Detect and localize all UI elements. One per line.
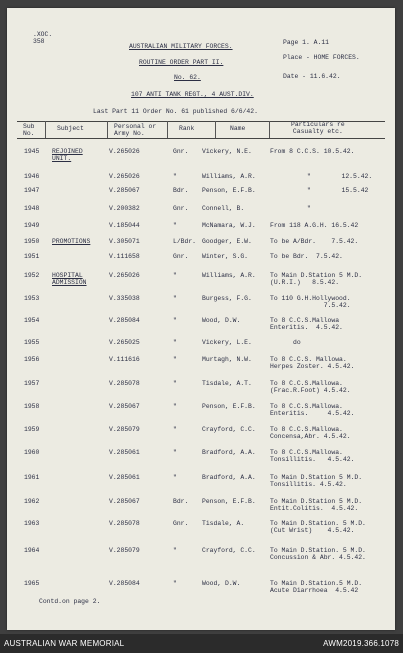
particulars-cell: To be Bdr. 7.5.42. <box>270 253 343 260</box>
rank-cell: " <box>173 222 177 229</box>
name-cell: McNamara, W.J. <box>202 222 256 229</box>
particulars-cell: From 118 A.G.H. 16.5.42 <box>270 222 359 229</box>
rank-cell: " <box>173 580 177 587</box>
particulars-cell: To be A/Bdr. 7.5.42. <box>270 238 359 245</box>
particulars-cell: To 8 C.C.S.Mallowa Enteritis. 4.5.42. <box>270 317 343 332</box>
date: Date - 11.6.42. <box>283 73 341 80</box>
army-no-cell: V.285078 <box>109 520 140 527</box>
sub-no-cell: 1956 <box>24 356 40 363</box>
file-number <box>33 32 52 46</box>
particulars-cell: To Main D.Station. 5 M.D. (Cut Wrist) 4.5.42. <box>270 520 366 535</box>
sub-no-cell: 1951 <box>24 253 40 260</box>
name-cell: Vickery, L.E. <box>202 339 252 346</box>
particulars-cell: do <box>270 339 301 346</box>
page-number: Page 1. A.11 <box>283 39 330 46</box>
sub-no-cell: 1963 <box>24 520 40 527</box>
rank-cell: Gnr. <box>173 148 189 155</box>
rank-cell: Bdr. <box>173 498 189 505</box>
rank-cell: " <box>173 295 177 302</box>
header-bottom-rule <box>17 138 385 139</box>
army-no-cell: V.285079 <box>109 547 140 554</box>
army-no-cell: V.265026 <box>109 148 140 155</box>
name-cell: Goodger, E.W. <box>202 238 252 245</box>
col-divider <box>107 121 108 138</box>
col-divider <box>215 121 216 138</box>
last-order-line: Last Part 11 Order No. 61 published 6/6/42. <box>93 108 258 115</box>
rank-cell: " <box>173 272 177 279</box>
sub-no-cell: 1957 <box>24 380 40 387</box>
table-row <box>7 148 395 172</box>
particulars-cell: To Main D.Station 5 M.D. Tonsillitis. 4.5.42. <box>270 474 363 489</box>
name-cell: Tisdale, A. <box>202 520 245 527</box>
table-row <box>7 498 395 522</box>
sub-no-cell: 1948 <box>24 205 40 212</box>
name-cell: Murtagh, N.W. <box>202 356 252 363</box>
table-row <box>7 449 395 473</box>
order-type: ROUTINE ORDER PART II. <box>139 59 224 66</box>
table-row <box>7 356 395 380</box>
table-row <box>7 520 395 544</box>
name-cell: Crayford, C.C. <box>202 547 256 554</box>
rank-cell: " <box>173 403 177 410</box>
particulars-cell: " 15.5.42 <box>307 187 369 194</box>
unit-heading: 107 ANTI TANK REGT., 4 AUST.DIV. <box>131 91 254 98</box>
army-no-cell: V.285061 <box>109 449 140 456</box>
sub-no-cell: 1950 <box>24 238 40 245</box>
particulars-cell: To 8 C.C.S. Mallowa. Herpes Zoster. 4.5.42. <box>270 356 355 371</box>
sub-no-cell: 1945 <box>24 148 40 155</box>
sub-no-cell: 1961 <box>24 474 40 481</box>
particulars-cell: To 8 C.C.S.Mallowa. (Frac.R.Foot) 4.5.42. <box>270 380 351 395</box>
particulars-cell: From 8 C.C.S. 10.5.42. <box>270 148 355 155</box>
name-cell: Williams, A.R. <box>202 272 256 279</box>
col-name: Name <box>230 125 246 132</box>
sub-no-cell: 1964 <box>24 547 40 554</box>
order-number: No. 62. <box>174 74 201 81</box>
footer-left: AUSTRALIAN WAR MEMORIAL <box>4 639 125 648</box>
rank-cell: " <box>173 474 177 481</box>
particulars-cell: To 110 G.H.Hollywood. 7.5.42. <box>270 295 351 310</box>
sub-no-cell: 1949 <box>24 222 40 229</box>
document-page <box>7 8 395 630</box>
sub-no-cell: 1960 <box>24 449 40 456</box>
table-row <box>7 426 395 450</box>
particulars-cell: To Main D.Station 5 M.D. (U.R.I.) 8.5.42. <box>270 272 363 287</box>
name-cell: Penson, E.F.B. <box>202 187 256 194</box>
col-divider <box>45 121 46 138</box>
name-cell: Connell, B. <box>202 205 245 212</box>
army-no-cell: V.265026 <box>109 173 140 180</box>
name-cell: Crayford, C.C. <box>202 426 256 433</box>
army-no-cell: V.111658 <box>109 253 140 260</box>
rank-cell: " <box>173 380 177 387</box>
org-heading: AUSTRALIAN MILITARY FORCES. <box>129 43 233 50</box>
col-rank: Rank <box>179 125 195 132</box>
army-no-cell: V.185044 <box>109 222 140 229</box>
army-no-cell: V.285067 <box>109 403 140 410</box>
col-divider <box>167 121 168 138</box>
particulars-cell: To 8 C.C.S.Mallowa. Concensa,Abr. 4.5.42. <box>270 426 351 441</box>
subject-cell: HOSPITAL ADMISSION <box>52 272 87 287</box>
particulars-cell: " <box>307 205 311 212</box>
name-cell: Bradford, A.A. <box>202 449 256 456</box>
sub-no-cell: 1946 <box>24 173 40 180</box>
name-cell: Penson, E.F.B. <box>202 498 256 505</box>
sub-no-cell: 1962 <box>24 498 40 505</box>
sub-no-cell: 1955 <box>24 339 40 346</box>
table-row <box>7 403 395 427</box>
name-cell: Wood, D.W. <box>202 580 241 587</box>
table-row <box>7 317 395 341</box>
particulars-cell: To 8 C.C.S.Mallowa. Tonsillitis. 4.5.42. <box>270 449 355 464</box>
army-no-cell: V.335038 <box>109 295 140 302</box>
subject-cell: REJOINED UNIT. <box>52 148 83 163</box>
rank-cell: Gnr. <box>173 253 189 260</box>
army-no-cell: V.111616 <box>109 356 140 363</box>
col-subject: Subject <box>57 125 84 132</box>
rank-cell: " <box>173 449 177 456</box>
army-no-cell: V.265026 <box>109 272 140 279</box>
sub-no-cell: 1952 <box>24 272 40 279</box>
table-row <box>7 380 395 404</box>
name-cell: Vickery, N.E. <box>202 148 252 155</box>
col-divider <box>269 121 270 138</box>
rank-cell: " <box>173 173 177 180</box>
particulars-cell: " 12.5.42. <box>307 173 373 180</box>
army-no-cell: V.285061 <box>109 474 140 481</box>
name-cell: Wood, D.W. <box>202 317 241 324</box>
file-number-line2: 358 <box>33 38 45 46</box>
table-row <box>7 272 395 296</box>
sub-no-cell: 1958 <box>24 403 40 410</box>
table-row <box>7 547 395 571</box>
rank-cell: " <box>173 426 177 433</box>
name-cell: Burgess, F.G. <box>202 295 252 302</box>
place: Place - HOME FORCES. <box>283 54 360 61</box>
file-number-line1: .XOC. <box>33 31 53 38</box>
rank-cell: Gnr. <box>173 520 189 527</box>
name-cell: Penson, E.F.B. <box>202 403 256 410</box>
particulars-cell: To 8 C.C.S.Mallowa. Enteritis. 4.5.42. <box>270 403 355 418</box>
particulars-cell: To Main D.Station 5 M.D. Entit.Colitis. 4.5.42. <box>270 498 363 513</box>
subject-cell: PROMOTIONS <box>52 238 91 245</box>
rank-cell: L/Bdr. <box>173 238 197 245</box>
name-cell: Winter, S.G. <box>202 253 249 260</box>
footer-right: AWM2019.366.1078 <box>323 639 399 648</box>
rank-cell: " <box>173 317 177 324</box>
rank-cell: " <box>173 339 177 346</box>
army-no-cell: V.285084 <box>109 580 140 587</box>
rank-cell: " <box>173 547 177 554</box>
col-particulars: Particulars re Casualty etc. <box>291 121 345 136</box>
sub-no-cell: 1959 <box>24 426 40 433</box>
army-no-cell: V.285067 <box>109 187 140 194</box>
army-no-cell: V.265025 <box>109 339 140 346</box>
table-row <box>7 474 395 498</box>
particulars-cell: To Main D.Station. 5 M.D. Concussion & Abr. 4.5.42. <box>270 547 366 562</box>
rank-cell: Gnr. <box>173 205 189 212</box>
army-no-cell: V.305071 <box>109 238 140 245</box>
sub-no-cell: 1965 <box>24 580 40 587</box>
army-no-cell: V.285078 <box>109 380 140 387</box>
continued-note: Contd.on page 2. <box>39 598 101 605</box>
name-cell: Williams, A.R. <box>202 173 256 180</box>
army-no-cell: V.285079 <box>109 426 140 433</box>
army-no-cell: V.285067 <box>109 498 140 505</box>
table-row <box>7 295 395 319</box>
sub-no-cell: 1947 <box>24 187 40 194</box>
army-no-cell: V.200382 <box>109 205 140 212</box>
sub-no-cell: 1953 <box>24 295 40 302</box>
rank-cell: " <box>173 356 177 363</box>
rank-cell: Bdr. <box>173 187 189 194</box>
footer-bar <box>0 634 403 653</box>
particulars-cell: To Main D.Station.5 M.D. Acute Diarrhoea 4.5.42 <box>270 580 363 595</box>
col-sub-no: Sub No. <box>23 123 35 138</box>
col-army-no: Personal or Army No. <box>114 123 157 138</box>
sub-no-cell: 1954 <box>24 317 40 324</box>
army-no-cell: V.285084 <box>109 317 140 324</box>
name-cell: Bradford, A.A. <box>202 474 256 481</box>
name-cell: Tisdale, A.T. <box>202 380 252 387</box>
